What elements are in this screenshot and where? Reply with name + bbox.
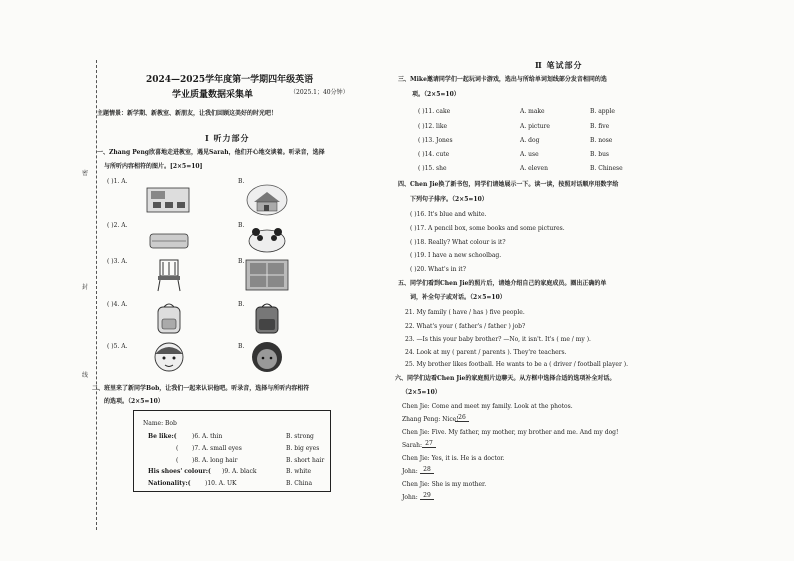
exam-date: （2025.1；40分钟） bbox=[290, 89, 349, 96]
q3-instruction: 三、Mike邀请同学们一起玩词卡游戏，选出与所给单词划线部分发音相同的选 bbox=[398, 76, 607, 83]
option-b-label: B. bbox=[238, 222, 245, 229]
q5-item: 22. What's your ( father's / father ) job? bbox=[405, 323, 526, 330]
dialogue-line: John: bbox=[402, 468, 418, 475]
row-option-a: )9. A. black bbox=[222, 468, 257, 475]
q4-item: ( )19. I have a new schoolbag. bbox=[410, 252, 502, 259]
row-option-a: )10. A. UK bbox=[205, 480, 237, 487]
bob-name: Name: Bob bbox=[143, 420, 177, 427]
q3-instruction-2: 项。（2×5=10） bbox=[412, 91, 460, 98]
q4-item: ( )17. A pencil box, some books and some pictures. bbox=[410, 225, 565, 232]
dialogue-line: Chen Jie: Come and meet my family. Look at the photos. bbox=[402, 403, 573, 410]
margin-char: 封 bbox=[82, 284, 89, 291]
q3-item: ( )12. like bbox=[418, 123, 448, 130]
dialogue-line: Chen Jie: Five. My father, my mother, my brother and me. And my dog! bbox=[402, 429, 619, 436]
q5-instruction: 五、同学们看到Chen Jie的照片后，请她介绍自己的家庭成员。圈出正确的单 bbox=[398, 280, 607, 287]
exam-title: 2024—2025学年度第一学期四年级英语 bbox=[146, 75, 314, 85]
q6-instruction-2: （2×5=10） bbox=[402, 389, 441, 396]
listening-item-4: ( )4. A. bbox=[107, 301, 128, 308]
dialogue-line: Chen Jie: She is my mother. bbox=[402, 481, 487, 488]
row-label: ( bbox=[176, 445, 179, 452]
q4-item: ( )20. What's in it? bbox=[410, 266, 466, 273]
q3-item: ( )13. Jones bbox=[418, 137, 453, 144]
chair-picture bbox=[146, 258, 192, 292]
schoolbag-picture bbox=[146, 301, 192, 335]
q4-item: ( )18. Really? What colour is it? bbox=[410, 239, 506, 246]
q3-option-a: A. dog bbox=[520, 137, 540, 144]
row-option-a: )6. A. thin bbox=[192, 433, 223, 440]
blank-29[interactable]: 29 bbox=[420, 492, 434, 500]
margin-char: 线 bbox=[82, 372, 89, 379]
q3-item: ( )11. cake bbox=[418, 108, 451, 115]
q6-instruction: 六、同学们边看Chen Jie的家庭照片边聊天。从方框中选择合适的选项补全对话。 bbox=[395, 375, 616, 382]
boy-picture bbox=[146, 340, 192, 374]
q3-option-b: B. five bbox=[590, 123, 610, 130]
option-b-label: B. bbox=[238, 178, 245, 185]
listening-item-1: ( )1. A. bbox=[107, 178, 128, 185]
listening-item-5: ( )5. A. bbox=[107, 343, 128, 350]
q3-option-a: A. use bbox=[520, 151, 539, 158]
row-option-a: )8. A. long hair bbox=[192, 457, 238, 464]
girl-picture bbox=[244, 340, 290, 374]
window-picture bbox=[244, 258, 290, 292]
q3-item: ( )14. cute bbox=[418, 151, 450, 158]
row-label: Nationality:( bbox=[148, 480, 191, 487]
row-option-b: B. big eyes bbox=[286, 445, 320, 452]
q2-instruction: 二、班里来了新同学Bob，让我们一起来认识他吧。听录音，选择与所听内容相符 bbox=[92, 385, 310, 392]
blank-28[interactable]: 28 bbox=[420, 466, 434, 474]
q3-option-a: A. make bbox=[520, 108, 545, 115]
q1-instruction: 一、Zhang Peng欣喜地走进教室，遇见Sarah，他们开心地交谈着。听录音，选择 bbox=[97, 149, 325, 156]
margin-char: 密 bbox=[82, 170, 89, 177]
q1-instruction-2: 与所听内容相符的图片。[2×5=10] bbox=[104, 163, 203, 170]
row-option-b: B. China bbox=[286, 480, 313, 487]
row-option-b: B. white bbox=[286, 468, 312, 475]
listening-item-2: ( )2. A. bbox=[107, 222, 128, 229]
blank-26[interactable]: 26 bbox=[455, 414, 469, 422]
q5-item: 21. My family ( have / has ) five people. bbox=[405, 309, 525, 316]
q5-item: 23. —Is this your baby brother? —No, it isn't. It's ( me / my ). bbox=[405, 336, 591, 343]
option-b-label: B. bbox=[238, 258, 245, 265]
listening-item-3: ( )3. A. bbox=[107, 258, 128, 265]
exam-subtitle: 学业质量数据采集单 bbox=[172, 90, 254, 100]
row-option-a: )7. A. small eyes bbox=[192, 445, 242, 452]
q3-option-a: A. eleven bbox=[520, 165, 548, 172]
q5-instruction-2: 词，补全句子或对话。（2×5=10） bbox=[410, 294, 506, 301]
dialogue-line: Zhang Peng: Nice! bbox=[402, 416, 459, 423]
backpack-picture bbox=[244, 301, 290, 335]
binding-line bbox=[96, 60, 97, 530]
q3-option-b: B. nose bbox=[590, 137, 613, 144]
dialogue-line: Chen Jie: Yes, it is. He is a doctor. bbox=[402, 455, 505, 462]
q4-item: ( )16. It's blue and white. bbox=[410, 211, 487, 218]
classroom-picture bbox=[145, 182, 191, 216]
theme-line: 主题情景：新学期、新教室、新朋友，让我们回顾这美好的时光吧！ bbox=[97, 110, 278, 117]
school-picture bbox=[244, 182, 290, 216]
pencil-box-picture bbox=[146, 224, 192, 258]
option-b-label: B. bbox=[238, 301, 245, 308]
panda-pencil-box-picture bbox=[244, 224, 290, 258]
part1-title: Ⅰ 听力部分 bbox=[205, 133, 250, 143]
q3-item: ( )15. she bbox=[418, 165, 447, 172]
row-option-b: B. strong bbox=[286, 433, 314, 440]
q5-item: 25. My brother likes football. He wants to be a ( driver / football player ). bbox=[405, 361, 628, 368]
q2-instruction-2: 的选项。（2×5=10） bbox=[104, 398, 164, 405]
q3-option-b: B. Chinese bbox=[590, 165, 623, 172]
row-label: ( bbox=[176, 457, 179, 464]
dialogue-line: John: bbox=[402, 494, 418, 501]
dialogue-line: Sarah: bbox=[402, 442, 423, 449]
row-label: Be like:( bbox=[148, 433, 177, 440]
part2-title: Ⅱ 笔试部分 bbox=[535, 60, 583, 70]
q4-instruction: 四、Chen Jie换了新书包，同学们请她展示一下。读一读，按照对话顺序用数字给 bbox=[398, 181, 619, 188]
option-b-label: B. bbox=[238, 343, 245, 350]
q3-option-a: A. picture bbox=[520, 123, 550, 130]
q3-option-b: B. apple bbox=[590, 108, 615, 115]
q3-option-b: B. bus bbox=[590, 151, 610, 158]
blank-27[interactable]: 27 bbox=[422, 440, 436, 448]
row-option-b: B. short hair bbox=[286, 457, 325, 464]
q5-item: 24. Look at my ( parent / parents ). They're teachers. bbox=[405, 349, 567, 356]
q4-instruction-2: 下列句子排序。（2×5=10） bbox=[410, 196, 488, 203]
row-label: His shoes' colour:( bbox=[148, 468, 211, 475]
